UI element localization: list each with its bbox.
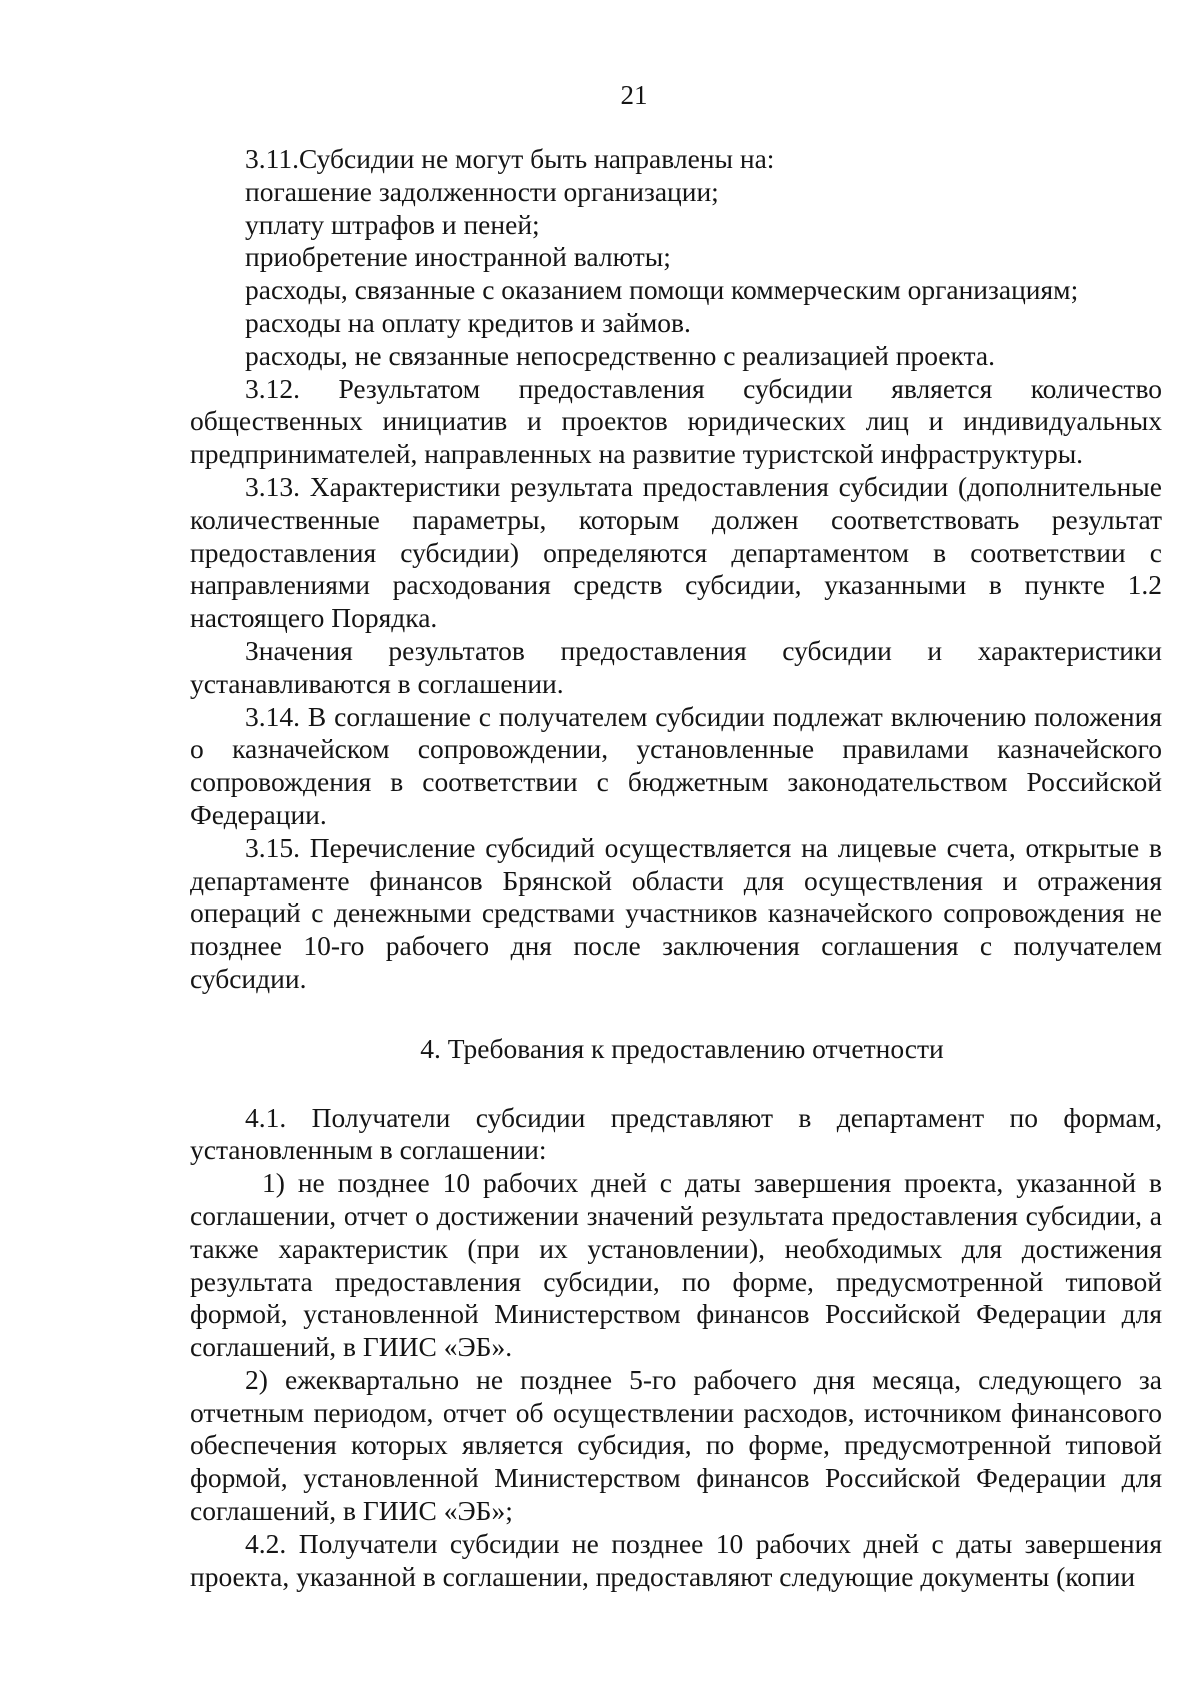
page-number: 21	[620, 80, 648, 110]
list-item: расходы, связанные с оказанием помощи коммерческим организациям;	[245, 274, 1079, 306]
paragraph-3-12: 3.12. Результатом предоставления субсидии является количество общественных инициатив и проектов юридических лиц и индивидуальных предпринимателей, направленных на развитие туристской инфраструктуры.	[190, 372, 1162, 470]
list-item: расходы, не связанные непосредственно с реализацией проекта.	[245, 339, 995, 371]
paragraph-4-1-1: 1) не позднее 10 рабочих дней с даты завершения проекта, указанной в соглашении, отчет о достижении значений результата предоставления субсидии, а также характеристик (при их установлении), необходимых для достижения результата предоставления субсидии, по форме, предусмотренной типовой формой, установленной Министерством финансов Российской Федерации для соглашений, в ГИИС «ЭБ».	[190, 1167, 1162, 1363]
list-item: приобретение иностранной валюты;	[245, 241, 671, 273]
list-item: расходы на оплату кредитов и займов.	[245, 306, 691, 338]
paragraph-3-14: 3.14. В соглашение с получателем субсидии подлежат включению положения о казначейском сопровождении, установленные правилами казначейского сопровождения в соответствии с бюджетным законодательством Российской Федерации.	[190, 700, 1162, 830]
paragraph-4-1-2: 2) ежеквартально не позднее 5-го рабочего дня месяца, следующего за отчетным периодом, отчет об осуществлении расходов, источником финансового обеспечения которых является субсидия, по форме, предусмотренной типовой формой, установленной Министерством финансов Российской Федерации для соглашений, в ГИИС «ЭБ»;	[190, 1363, 1162, 1527]
list-item: уплату штрафов и пеней;	[245, 208, 540, 240]
paragraph-3-15: 3.15. Перечисление субсидий осуществляется на лицевые счета, открытые в департаменте финансов Брянской области для осуществления и отражения операций с денежными средствами участников казначейского сопровождения не позднее 10-го рабочего дня после заключения соглашения с получателем субсидии.	[190, 831, 1162, 994]
document-body	[190, 143, 1162, 1593]
paragraph-4-2: 4.2. Получатели субсидии не позднее 10 рабочих дней с даты завершения проекта, указанной в соглашении, предоставляют следующие документы (копии	[190, 1527, 1162, 1592]
paragraph-3-11-intro: 3.11.Субсидии не могут быть направлены на:	[245, 143, 775, 174]
section-heading-4: 4. Требования к предоставлению отчетности	[420, 1032, 944, 1064]
list-item: погашение задолженности организации;	[245, 175, 719, 207]
paragraph-3-13: 3.13. Характеристики результата предоставления субсидии (дополнительные количественные параметры, которым должен соответствовать результат предоставления субсидии) определяются департаментом в соответствии с направлениями расходования средств субсидии, указанными в пункте 1.2 настоящего Порядка.	[190, 470, 1162, 634]
paragraph-3-13-values: Значения результатов предоставления субсидии и характеристики устанавливаются в соглашении.	[190, 634, 1162, 699]
paragraph-4-1: 4.1. Получатели субсидии представляют в департамент по формам, установленным в соглашении:	[190, 1101, 1162, 1166]
